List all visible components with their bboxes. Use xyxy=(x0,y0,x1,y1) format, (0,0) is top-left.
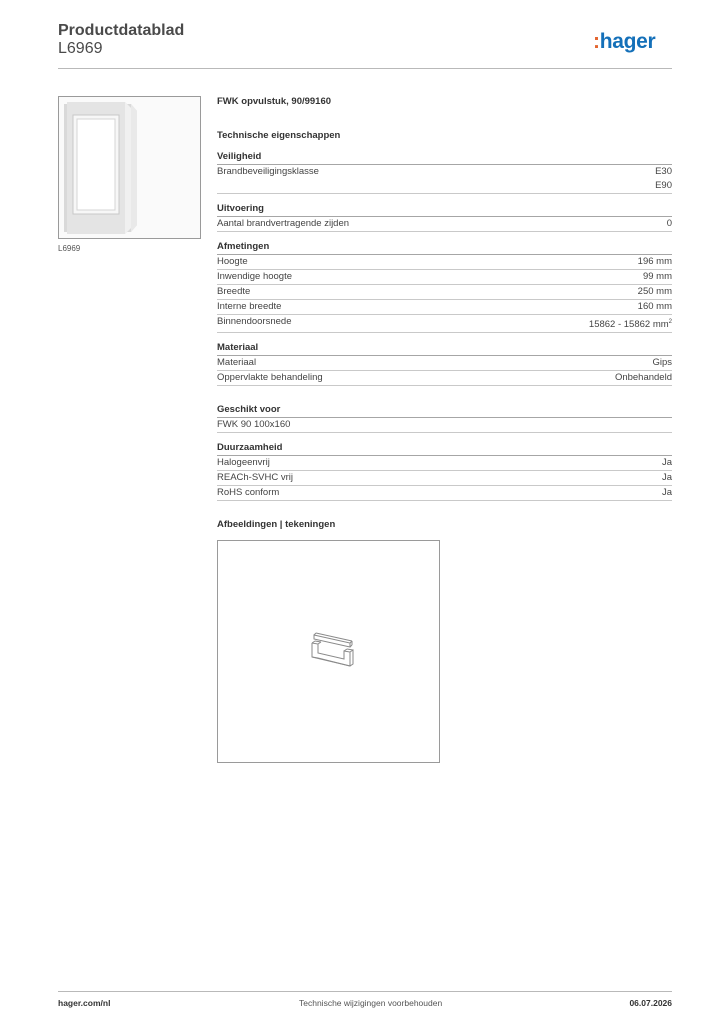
table-row xyxy=(217,356,672,371)
row-label: Hoogte xyxy=(217,256,248,267)
section-afmetingen xyxy=(217,241,672,333)
section-duurzaamheid xyxy=(217,442,672,501)
row-label: REACh-SVHC vrij xyxy=(217,472,294,484)
row-value: Ja xyxy=(661,457,672,469)
table-row xyxy=(217,165,672,194)
row-label: Inwendige hoogte xyxy=(217,271,293,282)
table-row xyxy=(217,418,672,433)
row-label: Brandbeveiligingsklasse xyxy=(217,166,319,177)
section-title: Materiaal xyxy=(217,342,672,356)
row-value: E30 E90 xyxy=(655,166,672,191)
table-row xyxy=(217,255,672,270)
superscript: 2 xyxy=(668,319,672,325)
document-date: 06.07.2026 xyxy=(629,998,672,1008)
row-value: Onbehandeld xyxy=(614,372,672,384)
row-label: FWK 90 100x160 xyxy=(217,419,291,431)
row-value: 0 xyxy=(666,218,672,229)
document-title: Productdatablad xyxy=(58,22,185,39)
row-label: Halogeenvrij xyxy=(217,457,270,469)
section-veiligheid xyxy=(217,151,672,194)
product-code: L6969 xyxy=(58,40,103,57)
hager-logo: :hager xyxy=(593,30,656,53)
table-row xyxy=(217,315,672,333)
row-label: Oppervlakte behandeling xyxy=(217,372,323,384)
main-content xyxy=(217,96,672,763)
table-row xyxy=(217,456,672,471)
section-title: Veiligheid xyxy=(217,151,672,165)
product-photo xyxy=(58,96,201,239)
photo-caption: L6969 xyxy=(58,244,81,253)
footer-divider xyxy=(58,991,672,992)
section-uitvoering xyxy=(217,203,672,232)
table-row xyxy=(217,285,672,300)
row-label: Interne breedte xyxy=(217,301,282,312)
row-value: 196 mm xyxy=(637,256,672,267)
row-label: Aantal brandvertragende zijden xyxy=(217,218,350,229)
section-title: Duurzaamheid xyxy=(217,442,672,456)
section-materiaal xyxy=(217,342,672,386)
table-row xyxy=(217,300,672,315)
table-row xyxy=(217,270,672,285)
row-value: 99 mm xyxy=(642,271,672,282)
table-row xyxy=(217,486,672,501)
row-value: Ja xyxy=(661,487,672,499)
technical-properties-title: Technische eigenschappen xyxy=(217,130,341,141)
row-label: Binnendoorsnede xyxy=(217,316,292,327)
fire-barrier-frame-photo xyxy=(59,97,200,238)
row-value: 250 mm xyxy=(637,286,672,297)
row-value: 15862 - 15862 $mm^2$ xyxy=(588,319,672,331)
header-divider xyxy=(58,68,672,69)
section-geschikt-voor xyxy=(217,404,672,433)
product-name: FWK opvulstuk, 90/99160 xyxy=(217,96,332,107)
technical-drawing-icon xyxy=(218,541,439,762)
section-title: Afmetingen xyxy=(217,241,672,255)
table-row xyxy=(217,371,672,386)
website-link[interactable]: hager.com/nl xyxy=(58,998,111,1008)
row-label: RoHS conform xyxy=(217,487,280,499)
table-row xyxy=(217,471,672,486)
row-label: Materiaal xyxy=(217,357,257,369)
row-value: Gips xyxy=(652,357,672,369)
drawing-box xyxy=(217,540,440,763)
row-value: 160 mm xyxy=(637,301,672,312)
row-value: Ja xyxy=(661,472,672,484)
section-title: Uitvoering xyxy=(217,203,672,217)
section-title: Geschikt voor xyxy=(217,404,672,418)
table-row xyxy=(217,217,672,232)
row-label: Breedte xyxy=(217,286,251,297)
disclaimer-text: Technische wijzigingen voorbehouden xyxy=(299,998,443,1008)
drawings-title: Afbeeldingen | tekeningen xyxy=(217,519,336,531)
